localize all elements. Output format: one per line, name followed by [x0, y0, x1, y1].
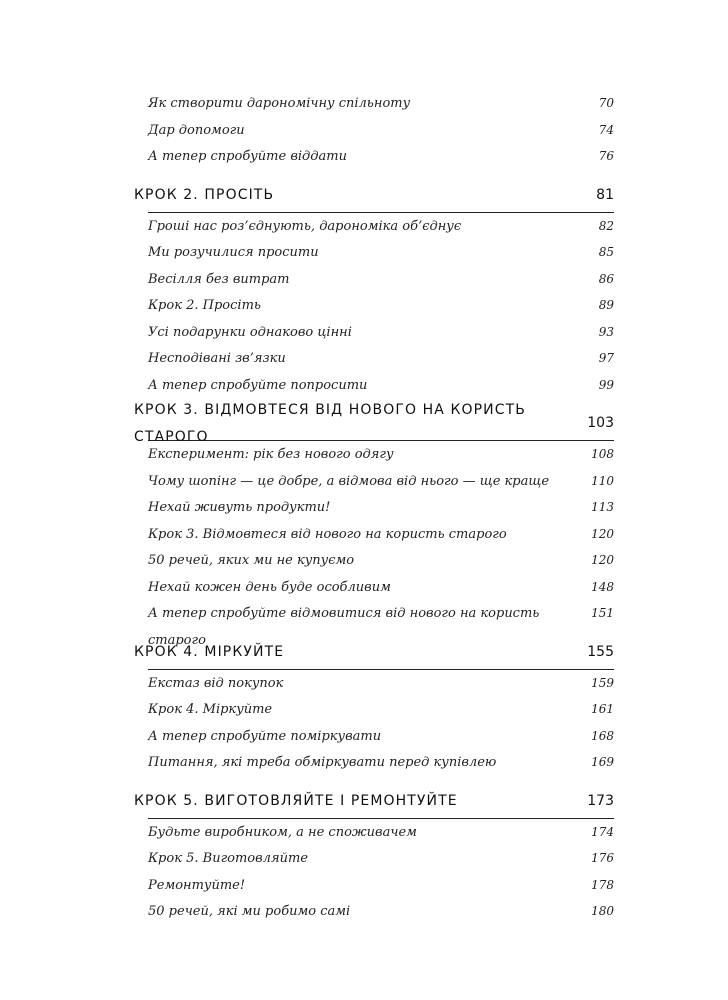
toc-entry-page: 178 [591, 877, 614, 892]
toc-entry-title: Чому шопінг — це добре, а відмова від нього — ще краще [148, 473, 550, 489]
toc-entry-title: Усі подарунки однаково цінні [148, 324, 352, 340]
section-page: 173 [587, 792, 614, 809]
toc-entry-page: 110 [591, 473, 614, 488]
toc-entry[interactable] [134, 670, 614, 697]
section-title: КРОК 5. ВИГОТОВЛЯЙТЕ І РЕМОНТУЙТЕ [134, 792, 458, 809]
toc-entry-title: Весілля без витрат [148, 271, 290, 287]
toc-entry-title: Гроші нас роз’єднують, дарономіка об’єднує [148, 218, 462, 234]
toc-lead-entries [134, 90, 614, 170]
toc-entry[interactable] [134, 319, 614, 346]
toc-entry[interactable] [134, 266, 614, 293]
toc-entry[interactable] [134, 521, 614, 548]
toc-entry[interactable] [134, 600, 614, 648]
toc-entry-title: Будьте виробником, а не споживачем [148, 824, 417, 840]
toc-entry-title: Нехай живуть продукти! [148, 500, 331, 515]
toc-entry-page: 120 [591, 553, 614, 567]
toc-entry[interactable] [134, 494, 614, 521]
toc-entry-page: 85 [598, 245, 614, 259]
toc-entry[interactable] [134, 468, 614, 495]
toc-entry[interactable] [134, 574, 614, 601]
toc-entry[interactable] [134, 898, 614, 925]
toc-entry-page: 120 [591, 526, 614, 541]
toc-entry[interactable] [134, 143, 614, 170]
toc-entry-title: А тепер спробуйте відмовитися від нового на користь старого [148, 606, 540, 648]
toc-entry-title: Як створити дарономічну спільноту [148, 96, 411, 111]
toc-entry-page: 159 [591, 675, 614, 690]
toc-entry-title: Експеримент: рік без нового одягу [148, 447, 394, 462]
toc-entry[interactable] [134, 547, 614, 574]
toc-entry-title: А тепер спробуйте попросити [148, 377, 368, 393]
toc-entry-page: 169 [591, 755, 614, 769]
section-page: 103 [587, 415, 614, 431]
toc-entry-title: 50 речей, яких ми не купуємо [148, 553, 355, 568]
toc-entry-page: 70 [598, 96, 614, 110]
toc-entry[interactable] [134, 90, 614, 117]
section-title: КРОК 2. ПРОСІТЬ [134, 186, 275, 203]
toc-entry-page: 148 [591, 579, 614, 594]
section-title: КРОК 4. МІРКУЙТЕ [134, 643, 285, 660]
toc-entry[interactable] [134, 117, 614, 144]
toc-entry-title: Ми розучилися просити [148, 245, 319, 260]
toc-entry-page: 82 [598, 218, 614, 233]
toc-entry-page: 99 [598, 377, 614, 392]
toc-entry-page: 97 [598, 351, 614, 365]
table-of-contents [134, 90, 614, 925]
toc-entry[interactable] [134, 845, 614, 872]
section-page: 81 [596, 186, 614, 203]
toc-entry-title: 50 речей, які ми робимо самі [148, 904, 351, 919]
toc-entry[interactable] [134, 696, 614, 723]
toc-entry-title: А тепер спробуйте поміркувати [148, 728, 382, 744]
toc-entry-page: 168 [591, 728, 614, 743]
toc-entry-title: Нехай кожен день буде особливим [148, 579, 391, 595]
toc-entry-page: 89 [598, 298, 614, 312]
toc-entry-title: Крок 3. Відмовтеся від нового на користь старого [148, 526, 507, 542]
toc-entry-page: 180 [591, 904, 614, 918]
toc-entry-page: 93 [598, 324, 614, 339]
toc-entry[interactable] [134, 213, 614, 240]
toc-entry-title: Екстаз від покупок [148, 675, 284, 691]
toc-section-heading[interactable] [134, 182, 614, 209]
toc-entry[interactable] [134, 819, 614, 846]
toc-entry-page: 113 [591, 500, 614, 514]
toc-entry-title: Дар допомоги [148, 122, 245, 138]
toc-entry[interactable] [134, 749, 614, 776]
toc-entry-title: А тепер спробуйте віддати [148, 149, 347, 164]
toc-entry[interactable] [134, 239, 614, 266]
toc-entry[interactable] [134, 372, 614, 399]
toc-entry-page: 86 [598, 271, 614, 286]
toc-entry[interactable] [134, 292, 614, 319]
toc-entry[interactable] [134, 872, 614, 899]
toc-entry-title: Ремонтуйте! [148, 877, 246, 893]
toc-entry-title: Несподівані зв’язки [148, 351, 286, 366]
toc-section-heading[interactable] [134, 788, 614, 815]
toc-entry-page: 74 [598, 122, 614, 137]
toc-entry-title: Питання, які треба обміркувати перед купівлею [148, 755, 497, 770]
section-title: КРОК 3. ВІДМОВТЕСЯ ВІД НОВОГО НА КОРИСТЬ СТАРОГО [134, 401, 526, 445]
toc-entry-page: 174 [591, 824, 614, 839]
toc-entry-page: 161 [591, 702, 614, 716]
toc-entry[interactable] [134, 345, 614, 372]
toc-entry-title: Крок 2. Просіть [148, 298, 261, 313]
toc-section-heading[interactable] [134, 401, 614, 445]
toc-entry-page: 176 [591, 851, 614, 865]
toc-entry-title: Крок 4. Міркуйте [148, 702, 273, 717]
toc-entry-page: 108 [591, 447, 614, 461]
toc-entry-page: 76 [598, 149, 614, 163]
section-page: 155 [587, 643, 614, 660]
toc-entry-title: Крок 5. Виготовляйте [148, 851, 308, 866]
toc-entry[interactable] [134, 723, 614, 750]
toc-entry-page: 151 [591, 606, 614, 620]
